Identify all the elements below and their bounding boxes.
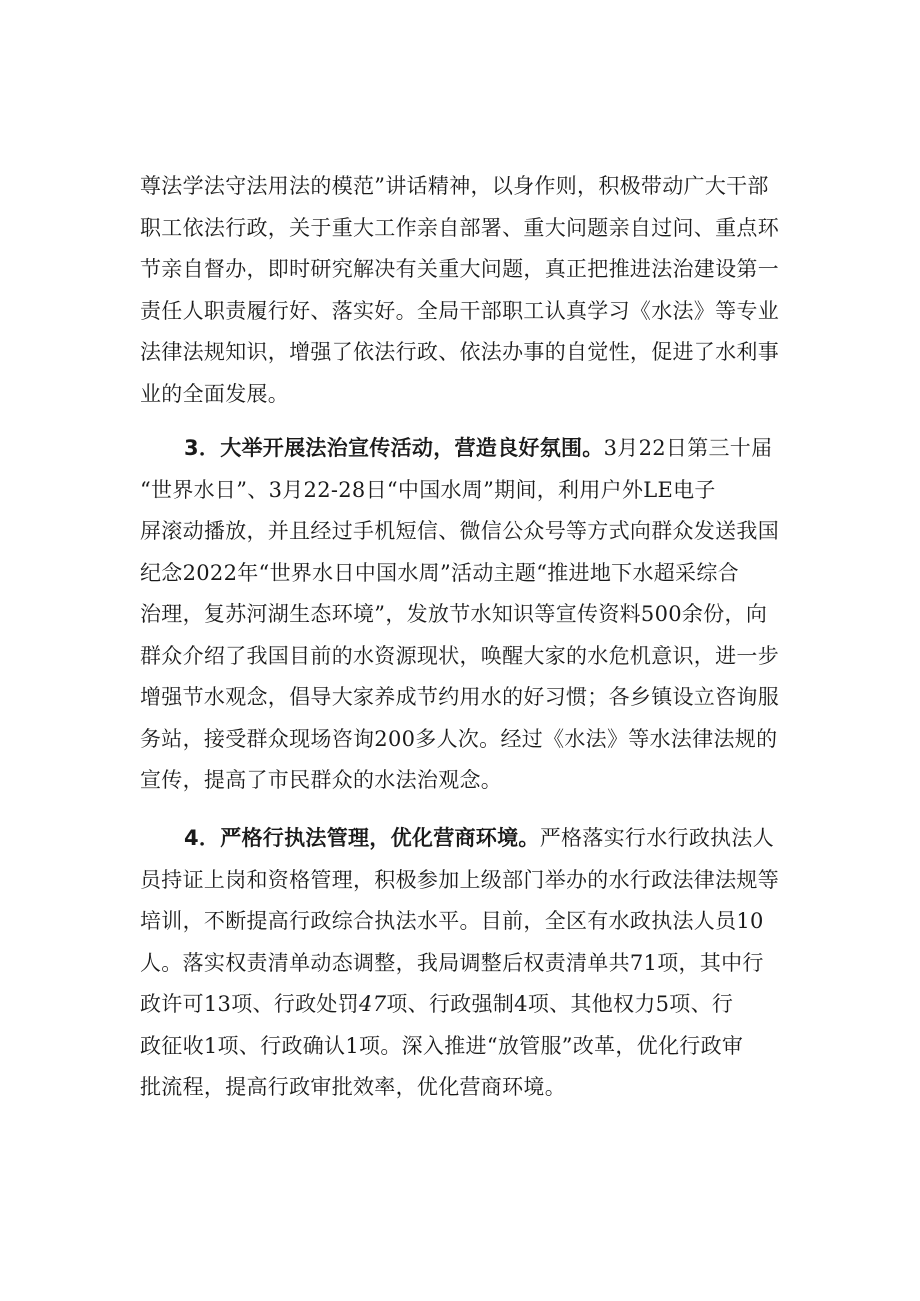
paragraph-line: 政征收1项、行政确认1项。深入推进“放管服”改革，优化行政审 (140, 1033, 744, 1058)
paragraph-line: 屏滚动播放，并且经过手机短信、微信公众号等方式向群众发送我国 (140, 519, 779, 543)
section-heading-4: 4．严格行执法管理，优化营商环境。 (184, 826, 540, 850)
paragraph-first-line (140, 818, 790, 860)
paragraph-line: 人。落实权责清单动态调整，我局调整后权责清单共71项，其中行 (140, 950, 764, 975)
paragraph-text: 严格落实行水行政执法人 (539, 826, 775, 850)
paragraph-3 (140, 818, 790, 1109)
paragraph-line: 群众介绍了我国目前的水资源现状，唤醒大家的水危机意识，进一步 (140, 643, 779, 668)
section-heading-3: 3．大举开展法治宣传活动，营造良好氛围。 (184, 436, 604, 460)
paragraph-line: 务站，接受群众现场咨询200多人次。经过《水法》等水法律法规的 (140, 726, 778, 751)
paragraph-text: 项、行政强制4项、其他权力5项、行 (386, 992, 734, 1016)
paragraph-line: “世界水日”、3月22-28日“中国水周”期间，利用户外LE电子 (140, 477, 716, 502)
paragraph-text: 政许可13项、行政处罚 (140, 992, 360, 1016)
penalty-count: 47 (359, 992, 387, 1016)
paragraph-text: 3月22日第三十届 (603, 436, 773, 460)
paragraph-first-line (140, 428, 790, 470)
paragraph-line: 培训，不断提高行政综合执法水平。目前，全区有水政执法人员10 (140, 909, 764, 933)
paragraph-line: 法律法规知识，增强了依法行政、依法办事的自觉性，促进了水利事 (140, 340, 779, 364)
paragraph-line: 节亲自督办，即时研究解决有关重大问题，真正把推进法治建设第一 (140, 257, 779, 281)
paragraph-2 (140, 428, 790, 802)
paragraph-line (140, 984, 790, 1026)
paragraph-line: 业的全面发展。 (140, 381, 290, 406)
paragraph-line: 治理，复苏河湖生态环境”，发放节水知识等宣传资料500余份，向 (140, 602, 768, 626)
paragraph-line: 责任人职责履行好、落实好。全局干部职工认真学习《水法》等专业 (140, 298, 779, 323)
paragraph-line: 批流程，提高行政审批效率，优化营商环境。 (140, 1075, 566, 1099)
paragraph-line: 纪念2022年“世界水日中国水周”活动主题“推进地下水超采综合 (140, 560, 739, 585)
paragraph-line: 增强节水观念，倡导大家养成节约用水的好习惯；各乡镇设立咨询服 (140, 685, 779, 709)
paragraph-line: 尊法学法守法用法的模范”讲话精神，以身作则，积极带动广大干部 (140, 174, 769, 198)
paragraph-line: 职工依法行政，关于重大工作亲自部署、重大问题亲自过问、重点环 (140, 215, 779, 240)
paragraph-1 (140, 166, 790, 415)
paragraph-line: 宣传，提高了市民群众的水法治观念。 (140, 768, 503, 792)
paragraph-line: 员持证上岗和资格管理，积极参加上级部门举办的水行政法律法规等 (140, 867, 779, 892)
